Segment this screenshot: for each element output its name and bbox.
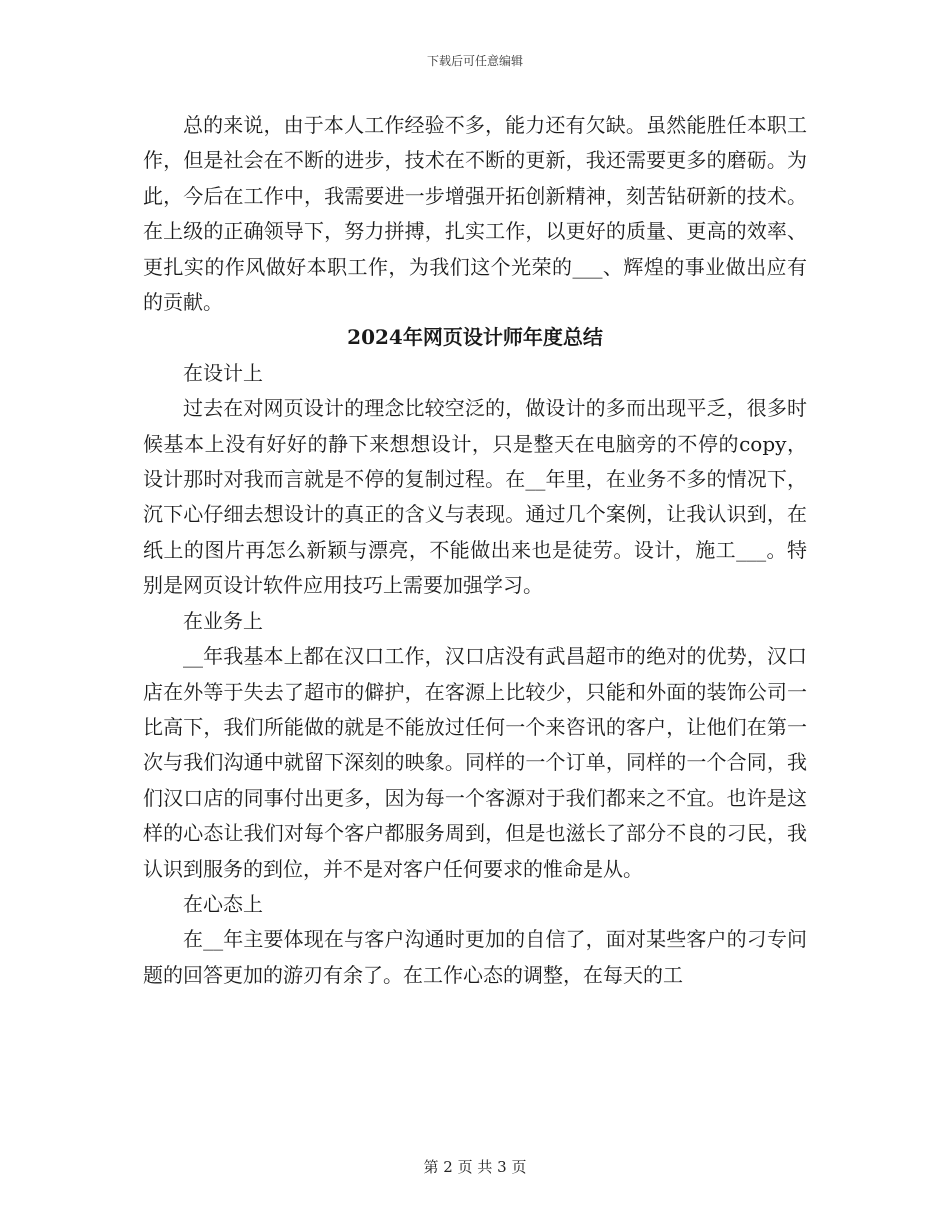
section-body-mindset: 在__年主要体现在与客户沟通时更加的自信了，面对某些客户的刁专问题的回答更加的游刃有余了。在工作心态的调整，在每天的工 [143, 927, 807, 987]
intro-paragraph: 总的来说，由于本人工作经验不多，能力还有欠缺。虽然能胜任本职工作，但是社会在不断的进步，技术在不断的更新，我还需要更多的磨砺。为此，今后在工作中，我需要进一步增强开拓创新精神，刻苦钻研新的技术。在上级的正确领导下，努力拼搏，扎实工作，以更好的质量、更高的效率、更扎实的作风做好本职工作，为我们这个光荣的___、辉煌的事业做出应有的贡献。 [143, 113, 807, 315]
section-body-design: 过去在对网页设计的理念比较空泛的，做设计的多而出现平乏，很多时候基本上没有好好的静下来想想设计，只是整天在电脑旁的不停的copy，设计那时对我而言就是不停的复制过程。在__年里，在业务不多的情况下，沉下心仔细去想设计的真正的含义与表现。通过几个案例，让我认识到，在纸上的图片再怎么新颖与漂亮，不能做出来也是徒劳。设计，施工___。特别是网页设计软件应用技巧上需要加强学习。 [143, 396, 807, 598]
page-header-note: 下载后可任意编辑 [426, 54, 523, 68]
document-title: 2024年网页设计师年度总结 [347, 325, 603, 350]
section-body-business: __年我基本上都在汉口工作，汉口店没有武昌超市的绝对的优势，汉口店在外等于失去了超市的僻护，在客源上比较少，只能和外面的装饰公司一比高下，我们所能做的就是不能放过任何一个来咨讯的客户，让他们在第一次与我们沟通中就留下深刻的映象。同样的一个订单，同样的一个合同，我们汉口店的同事付出更多，因为每一个客源对于我们都来之不宜。也许是这样的心态让我们对每个客户都服务周到，但是也滋长了部分不良的刁民，我认识到服务的到位，并不是对客户任何要求的惟命是从。 [143, 644, 807, 881]
document-body [143, 108, 807, 993]
section-heading-business: 在业务上 [183, 608, 263, 633]
page-number: 第 2 页 共 3 页 [423, 1158, 527, 1176]
section-heading-mindset: 在心态上 [183, 891, 263, 916]
section-heading-design: 在设计上 [183, 360, 263, 385]
